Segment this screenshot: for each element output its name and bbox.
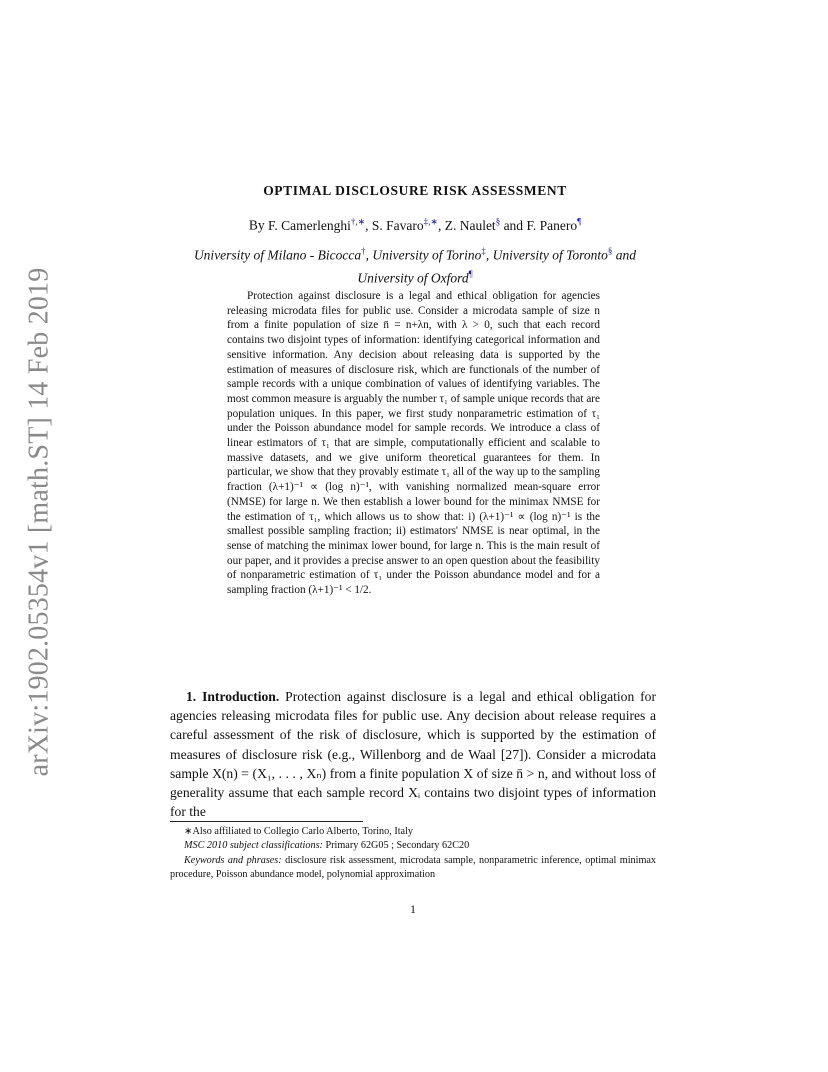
keywords-value: disclosure risk assessment, microdata sample, nonparametric inference, optimal minimax procedure, Poisson abundance model, polynomial approximation <box>170 854 656 880</box>
author-separator: , <box>437 217 445 233</box>
author-footnote-mark[interactable]: †,∗ <box>350 216 366 226</box>
author-footnote-mark[interactable]: § <box>495 216 501 226</box>
author-footnote-mark[interactable]: ‡,∗ <box>423 216 438 226</box>
page-number: 1 <box>410 902 416 916</box>
section-heading: 1. Introduction. <box>186 689 280 704</box>
author-footnote-mark[interactable]: ¶ <box>577 216 582 226</box>
msc-footnote <box>170 839 656 853</box>
affiliation-footnote-mark[interactable]: ‡ <box>481 246 486 256</box>
affiliation-name: University of Torino <box>372 247 482 263</box>
msc-value: Primary 62G05 ; Secondary 62C20 <box>325 840 470 852</box>
footnote-divider <box>170 821 363 822</box>
affiliation-separator: , <box>485 247 493 263</box>
author-separator: , <box>365 217 372 233</box>
affiliation-separator: , <box>365 247 373 263</box>
affiliation-name: University of Toronto <box>492 247 608 263</box>
affiliation-separator: and <box>612 247 637 263</box>
author-name: Z. Naulet <box>444 217 496 233</box>
msc-label: MSC 2010 subject classifications: <box>184 840 323 852</box>
introduction-section <box>170 687 656 821</box>
author-name: F. Panero <box>526 217 578 233</box>
authors-container <box>268 218 581 233</box>
author-list <box>170 216 660 234</box>
affiliation-name: University of Milano - Bicocca <box>193 247 362 263</box>
affiliation-footnote-mark[interactable]: ¶ <box>468 268 473 279</box>
arxiv-identifier-text: arXiv:1902.05354v1 [math.ST] 14 Feb 2019 <box>23 267 54 777</box>
affiliation-list <box>170 242 660 287</box>
byline-prefix: By <box>248 217 265 233</box>
author-name: F. Camerlenghi <box>267 217 351 233</box>
keywords-footnote <box>170 854 656 883</box>
affiliation-name: University of Oxford <box>357 270 469 285</box>
author-separator: and <box>500 217 527 233</box>
arxiv-identifier-stamp <box>18 267 60 777</box>
author-name: S. Favaro <box>371 217 424 233</box>
footnotes <box>170 825 656 882</box>
abstract: Protection against disclosure is a legal and ethical obligation for agencies releasing microdata files for public use. Consider a microdata sample of size n from a finite population of size n̄ = n+λn, with λ > 0, such that each record contains two disjoint types of information: identifying categorical information and sensitive information. Any decision about releasing data is supported by the estimation of measures of disclosure risk, which are functionals of the number of sample records with a unique combination of values of identifying variables. The most common measure is arguably the number τ₁ of sample unique records that are population uniques. In this paper, we first study nonparametric estimation of τ₁ under the Poisson abundance model for sample records. We introduce a class of linear estimators of τ₁ that are simple, computationally efficient and scalable to massive datasets, and we give uniform theoretical guarantees for them. In particular, we show that they provably estimate τ₁ all of the way up to the sampling fraction (λ+1)⁻¹ ∝ (log n)⁻¹, with vanishing normalized mean-square error (NMSE) for large n. We then establish a lower bound for the minimax NMSE for the estimation of τ₁, which allows us to show that: i) (λ+1)⁻¹ ∝ (log n)⁻¹ is the smallest possible sampling fraction; ii) estimators' NMSE is near optimal, in the sense of matching the minimax lower bound, for large n. This is the main result of our paper, and it provides a precise answer to an open question about the feasibility of nonparametric estimation of τ₁ under the Poisson abundance model and for a sampling fraction (λ+1)⁻¹ < 1/2. <box>227 290 600 597</box>
affiliation-footnote-mark[interactable]: † <box>361 246 366 256</box>
affiliation-footnote-mark[interactable]: § <box>607 246 613 256</box>
affiliation-footnote: ∗Also affiliated to Collegio Carlo Alberto, Torino, Italy <box>184 826 413 837</box>
keywords-label: Keywords and phrases: <box>184 854 282 866</box>
paper-title: OPTIMAL DISCLOSURE RISK ASSESSMENT <box>263 183 567 198</box>
introduction-text: Protection against disclosure is a legal and ethical obligation for agencies releasing microdata files for public use. Any decision about release requires a careful assessment of the risk of disclosure, which is supported by the estimation of measures of disclosure risk (e.g., Willenborg and de Waal [27]). Consider a microdata sample X(n) = (X₁, . . . , Xₙ) from a finite population X of size n̄ > n, and without loss of generality assume that each sample record Xᵢ contains two disjoint types of information for the <box>170 689 656 820</box>
